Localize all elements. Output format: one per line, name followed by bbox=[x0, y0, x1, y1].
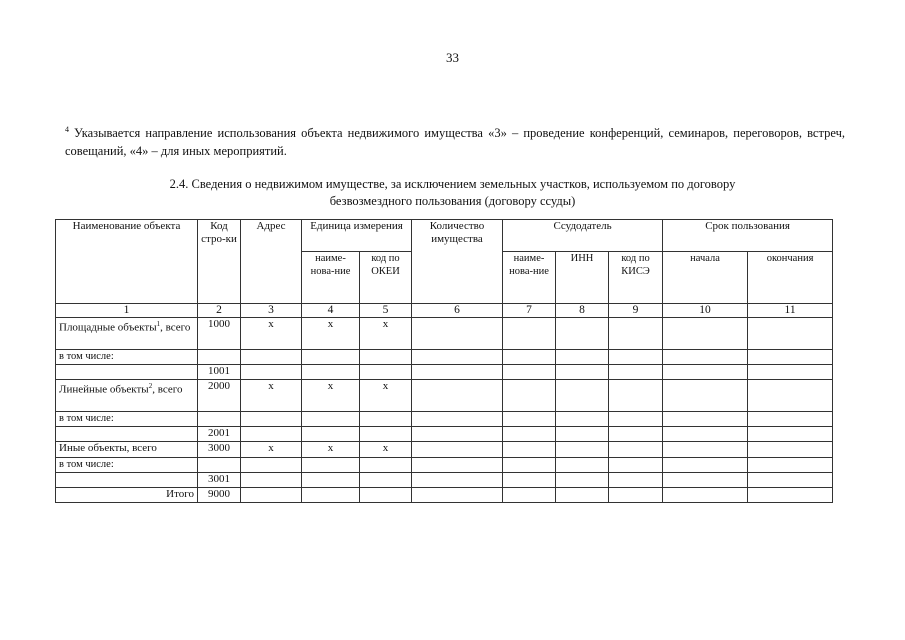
header-lender-code: код по КИСЭ bbox=[609, 252, 663, 304]
header-name: Наименование объекта bbox=[56, 220, 198, 304]
x-mark: x bbox=[241, 318, 302, 350]
header-unit: Единица измерения bbox=[302, 220, 412, 252]
column-number: 7 bbox=[503, 304, 556, 318]
row-code: 1001 bbox=[198, 365, 241, 380]
column-numbers-row bbox=[56, 304, 833, 318]
total-label: Итого bbox=[56, 488, 198, 503]
row-code: 3000 bbox=[198, 442, 241, 458]
column-number: 1 bbox=[56, 304, 198, 318]
row-label: Площадные объекты$^1$, всего bbox=[56, 318, 198, 350]
property-table bbox=[55, 219, 833, 503]
column-number: 8 bbox=[556, 304, 609, 318]
header-quantity: Количество имущества bbox=[412, 220, 503, 304]
empty-cell bbox=[503, 318, 556, 350]
column-number: 3 bbox=[241, 304, 302, 318]
row-code: 3001 bbox=[198, 473, 241, 488]
column-number: 11 bbox=[748, 304, 833, 318]
x-mark: x bbox=[241, 442, 302, 458]
header-code: Код стро-ки bbox=[198, 220, 241, 304]
row-label: в том числе: bbox=[56, 350, 198, 365]
header-term-start: начала bbox=[663, 252, 748, 304]
column-number: 5 bbox=[360, 304, 412, 318]
footnote-text: Указывается направление использования объекта недвижимого имущества «3» – проведение конференций, семинаров, переговоров, встреч, совещаний, «4» – для иных мероприятий. bbox=[65, 126, 845, 158]
column-number: 4 bbox=[302, 304, 360, 318]
empty-cell bbox=[748, 318, 833, 350]
header-lender: Ссудодатель bbox=[503, 220, 663, 252]
table-row bbox=[56, 318, 833, 350]
x-mark: x bbox=[302, 380, 360, 412]
section-caption bbox=[150, 176, 755, 210]
table-row bbox=[56, 458, 833, 473]
column-number: 10 bbox=[663, 304, 748, 318]
table-row bbox=[56, 365, 833, 380]
table-row bbox=[56, 350, 833, 365]
table-row bbox=[56, 412, 833, 427]
row-code: 2000 bbox=[198, 380, 241, 412]
table-row bbox=[56, 380, 833, 412]
footnote bbox=[65, 121, 845, 160]
row-label: Иные объекты, всего bbox=[56, 442, 198, 458]
row-label: Линейные объекты$^2$, всего bbox=[56, 380, 198, 412]
column-number: 2 bbox=[198, 304, 241, 318]
header-term: Срок пользования bbox=[663, 220, 833, 252]
page-number: 33 bbox=[446, 50, 459, 65]
row-code: 9000 bbox=[198, 488, 241, 503]
table-row bbox=[56, 442, 833, 458]
x-mark: x bbox=[302, 442, 360, 458]
header-term-end: окончания bbox=[748, 252, 833, 304]
x-mark: x bbox=[360, 318, 412, 350]
x-mark: x bbox=[302, 318, 360, 350]
table-row bbox=[56, 473, 833, 488]
caption-line-1: 2.4. Сведения о недвижимом имуществе, за исключением земельных участков, используемом по договору bbox=[169, 177, 736, 191]
x-mark: x bbox=[241, 380, 302, 412]
header-unit-code: код по ОКЕИ bbox=[360, 252, 412, 304]
empty-cell bbox=[556, 318, 609, 350]
x-mark: x bbox=[360, 442, 412, 458]
row-code: 1000 bbox=[198, 318, 241, 350]
row-code: 2001 bbox=[198, 427, 241, 442]
header-address: Адрес bbox=[241, 220, 302, 304]
empty-cell bbox=[663, 318, 748, 350]
caption-line-2: безвозмездного пользования (договору ссуды) bbox=[329, 194, 576, 208]
empty-cell bbox=[412, 318, 503, 350]
row-label: в том числе: bbox=[56, 458, 198, 473]
header-lender-name: наиме-нова-ние bbox=[503, 252, 556, 304]
header-lender-inn: ИНН bbox=[556, 252, 609, 304]
empty-cell bbox=[609, 318, 663, 350]
total-row bbox=[56, 488, 833, 503]
footnote-mark: 4 bbox=[65, 125, 69, 134]
x-mark: x bbox=[360, 380, 412, 412]
column-number: 6 bbox=[412, 304, 503, 318]
table-row bbox=[56, 427, 833, 442]
header-unit-name: наиме-нова-ние bbox=[302, 252, 360, 304]
row-label: в том числе: bbox=[56, 412, 198, 427]
column-number: 9 bbox=[609, 304, 663, 318]
